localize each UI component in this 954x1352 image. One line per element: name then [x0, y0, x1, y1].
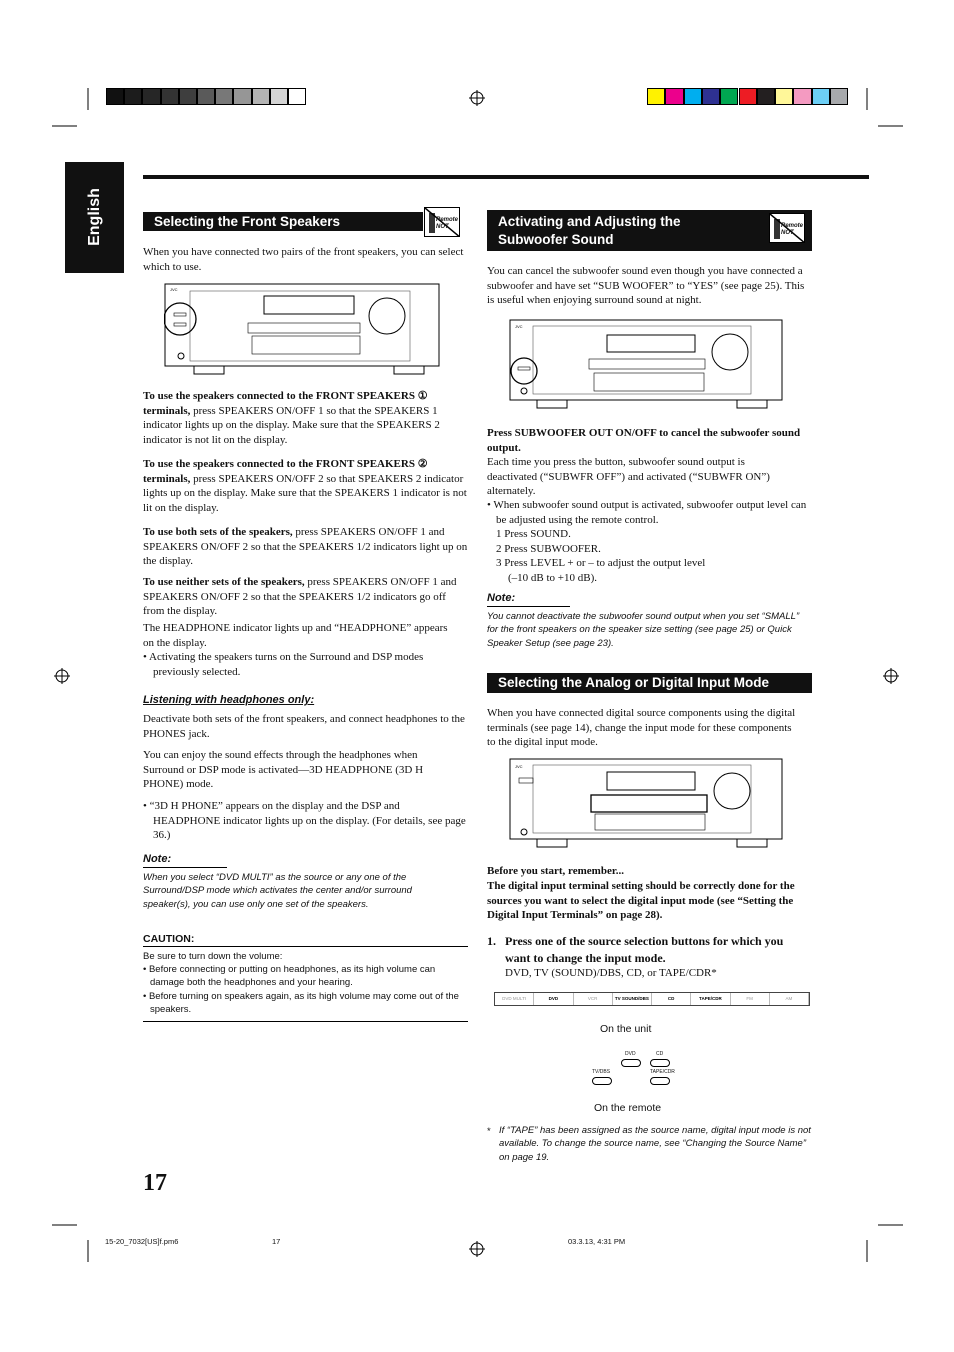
before-you-start-label: Before you start, remember... [487, 865, 624, 877]
intro-front-speakers: When you have connected two pairs of the front speakers, you can select which to use. [143, 246, 464, 273]
both-speakers-paragraph [143, 525, 468, 569]
both-speakers-text: press SPEAKERS ON/OFF 1 and SPEAKERS ON/OFF 2 so that the SPEAKERS 1/2 indicators light up on the display. [143, 526, 468, 568]
remote-not-icon [424, 207, 460, 237]
color-swatch [252, 88, 270, 105]
color-swatch [720, 88, 738, 105]
front-speakers-2-bold: To use the speakers connected to the FRONT SPEAKERS ② terminals, [143, 458, 428, 485]
remote-cd-button[interactable] [650, 1059, 670, 1067]
color-swatch [233, 88, 251, 105]
color-swatch [161, 88, 179, 105]
front-speakers-2-text: press SPEAKERS ON/OFF 2 so that SPEAKERS 2 indicator lights up on the display. Make sure that the SPEAKERS 1 indicator is not lit on the display. [143, 472, 467, 514]
remote-not-icon [769, 213, 805, 243]
remote-label-tv-dbs: TV/DBS [592, 1069, 611, 1075]
footer-timestamp: 03.3.13, 4:31 PM [568, 1237, 626, 1246]
step-1-number: 1. [487, 934, 496, 948]
unit-source-button[interactable]: AM [770, 993, 809, 1005]
left-note-rule [143, 867, 227, 868]
color-swatch [215, 88, 233, 105]
color-swatch [288, 88, 306, 105]
page-number: 17 [143, 1170, 167, 1196]
neither-speakers-text: press SPEAKERS ON/OFF 1 and SPEAKERS ON/OFF 2 so that the SPEAKERS 1/2 indicators go off from the display. [143, 576, 457, 618]
digital-intro: When you have connected digital source components using the digital terminals (see page 14), change the input mode for these components to the digital input mode. [487, 707, 796, 749]
remote-not-label: Remote NOT [781, 223, 804, 236]
remote-label-dvd: DVD [625, 1051, 636, 1057]
subwoofer-step-3: 3 Press LEVEL + or – to adjust the output level [496, 557, 706, 569]
svg-text:JVC: JVC [170, 287, 178, 292]
heading-text: Selecting the Front Speakers [154, 214, 341, 229]
receiver-illustration-subwoofer [509, 319, 785, 411]
unit-source-button[interactable]: VCR [574, 993, 613, 1005]
caution-rule-bottom [143, 1021, 468, 1022]
footnote-text: If “TAPE” has been assigned as the source name, digital input mode is not available. To change the source name, see “Changing the Source Name” on page 19. [499, 1125, 811, 1163]
left-note-text: When you select “DVD MULTI” as the source or any one of the Surround/DSP mode which activates the center and/or surround speaker(s), you can use only one set of the speakers. [143, 872, 412, 910]
front-speakers-1-paragraph [143, 389, 468, 447]
language-tab-label: English [86, 188, 103, 246]
color-swatch [812, 88, 830, 105]
unit-source-button[interactable]: TAPE/CDR [691, 993, 730, 1005]
remote-dvd-button[interactable] [621, 1059, 641, 1067]
headphones-paragraph-1: Deactivate both sets of the front speakers, and connect headphones to the PHONES jack. [143, 713, 465, 740]
color-swatch [775, 88, 793, 105]
footnote-mark: * [487, 1126, 491, 1137]
color-swatch [106, 88, 124, 105]
color-swatch [665, 88, 683, 105]
front-speakers-1-bold: To use the speakers connected to the FRONT SPEAKERS ① terminals, [143, 390, 428, 417]
footer-page: 17 [272, 1237, 281, 1246]
unit-source-button[interactable]: FM [731, 993, 770, 1005]
caution-intro: Be sure to turn down the volume: [143, 951, 283, 962]
heading-text: Selecting the Analog or Digital Input Mode [498, 675, 770, 690]
color-swatch [739, 88, 757, 105]
unit-source-button[interactable]: CD [652, 993, 691, 1005]
caution-item-2: • Before turning on speakers again, as its high volume may come out of the speakers. [143, 991, 459, 1016]
heading-line-2: Subwoofer Sound [498, 232, 614, 247]
front-speakers-1-text: press SPEAKERS ON/OFF 1 so that the SPEAKERS 1 indicator lights up on the display. Make sure that the SPEAKERS 2 indicator is not lit on the display. [143, 404, 440, 446]
section-heading-subwoofer [487, 210, 812, 251]
color-swatch [684, 88, 702, 105]
front-speakers-2-paragraph [143, 457, 468, 515]
unit-source-buttons [494, 992, 810, 1006]
color-swatch [830, 88, 848, 105]
subwoofer-step-2: 2 Press SUBWOOFER. [496, 543, 601, 555]
color-swatch [142, 88, 160, 105]
right-note-label: Note: [487, 592, 516, 604]
caution-label: CAUTION: [143, 933, 195, 945]
receiver-illustration-speakers [164, 283, 440, 381]
subwoofer-step-3-range: (–10 dB to +10 dB). [508, 572, 598, 584]
remote-tape-cdr-button[interactable] [650, 1077, 670, 1085]
on-the-remote-label: On the remote [594, 1102, 662, 1114]
heading-line-1: Activating and Adjusting the [498, 214, 681, 229]
color-swatch [647, 88, 665, 105]
press-subwoofer-text: Each time you press the button, subwoofer sound output is deactivated (“SUBWFR OFF”) and activated (“SUBWFR ON”) alternately. [487, 456, 770, 498]
both-speakers-bold: To use both sets of the speakers, [143, 526, 293, 538]
section-heading-front-speakers [143, 212, 423, 231]
color-swatch [270, 88, 288, 105]
remote-label-cd: CD [656, 1051, 664, 1057]
svg-text:JVC: JVC [515, 764, 523, 769]
color-swatch [793, 88, 811, 105]
unit-source-button[interactable]: DVD MULTI [495, 993, 534, 1005]
top-rule [143, 175, 869, 179]
color-swatch [124, 88, 142, 105]
right-note-text: You cannot deactivate the subwoofer sound output when you set “SMALL” for the front speakers on the speaker size setting (see page 25) or Quick Speaker Setup (see page 23). [487, 611, 800, 649]
caution-rule-top [143, 946, 468, 947]
remote-tv-dbs-button[interactable] [592, 1077, 612, 1085]
left-note-label: Note: [143, 853, 172, 865]
color-swatch [702, 88, 720, 105]
headphones-paragraph-2: You can enjoy the sound effects through the headphones when Surround or DSP mode is activated—3D HEADPHONE (3D H PHONE) mode. [143, 749, 424, 791]
headphone-indicator-paragraph: The HEADPHONE indicator lights up and “HEADPHONE” appears on the display. [143, 622, 448, 649]
step-1-sources: DVD, TV (SOUND)/DBS, CD, or TAPE/CDR* [505, 967, 717, 979]
unit-source-button[interactable]: TV SOUND/DBS [613, 993, 652, 1005]
remote-not-label: Remote NOT [436, 217, 459, 230]
right-note-rule [487, 606, 570, 607]
press-subwoofer-bold: Press SUBWOOFER OUT ON/OFF to cancel the subwoofer sound output. [487, 427, 801, 454]
section-heading-input-mode [487, 673, 812, 693]
activating-speakers-bullet: • Activating the speakers turns on the Surround and DSP modes previously selected. [143, 651, 424, 678]
step-1-bold: Press one of the source selection buttons for which you want to change the input mode. [505, 934, 784, 965]
unit-source-button[interactable]: DVD [534, 993, 573, 1005]
receiver-illustration-input [509, 758, 785, 850]
neither-speakers-paragraph [143, 575, 468, 619]
neither-speakers-bold: To use neither sets of the speakers, [143, 576, 305, 588]
svg-text:JVC: JVC [515, 324, 523, 329]
headphones-bullet: • “3D H PHONE” appears on the display and the DSP and HEADPHONE indicator lights up on the display. (For details, see page 36.) [143, 800, 466, 842]
subwoofer-intro: You can cancel the subwoofer sound even though you have connected a subwoofer and have set “SUB WOOFER” to “YES” (see page 25). This is useful when enjoying surround sound at night. [487, 265, 805, 307]
subwoofer-step-1: 1 Press SOUND. [496, 528, 571, 540]
color-swatch [197, 88, 215, 105]
headphones-subheading: Listening with headphones only: [143, 694, 315, 706]
language-tab [65, 162, 124, 273]
color-swatch [179, 88, 197, 105]
subwoofer-bullet: • When subwoofer sound output is activated, subwoofer output level can be adjusted using the remote control. [487, 499, 807, 526]
on-the-unit-label: On the unit [600, 1023, 652, 1035]
color-swatch [757, 88, 775, 105]
before-you-start-text: The digital input terminal setting should be correctly done for the sources you want to select the digital input mode (see “Setting the Digital Input Terminals” on page 28). [487, 880, 795, 922]
footer-file: 15-20_7032[US]f.pm6 [105, 1237, 179, 1246]
caution-item-1: • Before connecting or putting on headphones, as its high volume can damage both the headphones and your hearing. [143, 964, 436, 989]
remote-label-tape-cdr: TAPE/CDR [650, 1069, 675, 1075]
